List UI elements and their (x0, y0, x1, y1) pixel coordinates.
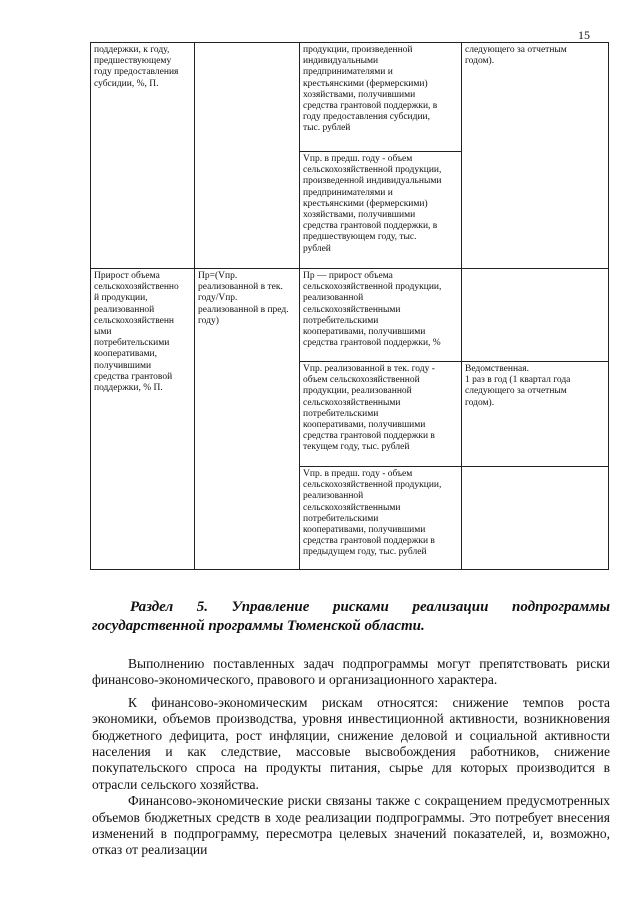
cell-text: Vпр. в предш. году - объем сельскохозяйственной продукции, реализованной сельскохозяйственными потребительскими кооперативами, получившими средства грантовой поддержки в предыдущем году, тыс. рублей (303, 469, 442, 558)
table-cell-source (462, 269, 609, 362)
table-cell-definition (300, 152, 462, 269)
table-cell-indicator (91, 43, 195, 269)
table-cell-source (462, 467, 609, 570)
cell-text: поддержки, к году, предшествующему году предоставления субсидии, %, П. (94, 45, 179, 89)
table-cell-formula (195, 269, 300, 570)
table-cell-definition (300, 362, 462, 467)
table-cell-definition (300, 43, 462, 152)
heading-word: рисками (333, 599, 389, 615)
heading-word: 5. (196, 599, 209, 615)
paragraph: Выполнению поставленных задач подпрограммы могут препятствовать риски финансово-экономического, правового и организационного характера. (92, 656, 610, 688)
section-heading-line1 (92, 598, 610, 617)
indicators-table (90, 42, 609, 570)
cell-text: Прирост объема сельскохозяйственно й продукции, реализованной сельскохозяйственн ыми потребительскими кооперативами, получившими средства грантовой поддержки, % П. (94, 271, 179, 394)
table-cell-definition (300, 467, 462, 570)
table-cell-source (462, 43, 609, 269)
cell-text: продукции, произведенной индивидуальными предпринимателями и крестьянскими (фермерскими) хозяйствами, получившими средства грантовой поддержки, в году предоставления субсидии, тыс. рублей (303, 45, 438, 134)
table-row (91, 43, 609, 152)
heading-word: подпрограммы (512, 599, 610, 615)
heading-word: Управление (231, 599, 310, 615)
cell-text: Пр=(Vпр. реализованной в тек. году/Vпр. реализованной в пред. году) (198, 271, 289, 326)
table-row (91, 269, 609, 362)
heading-word: Раздел (130, 599, 174, 615)
table-cell-formula (195, 43, 300, 269)
section-heading-line2: государственной программы Тюменской области. (92, 618, 425, 634)
table-cell-source (462, 362, 609, 467)
cell-text: Vпр. в предш. году - объем сельскохозяйственной продукции, произведенной индивидуальными предпринимателями и крестьянскими (фермерскими) хозяйствами, получившими средства грантовой поддержки, в предшествующем году, тыс. рублей (303, 154, 442, 254)
cell-text: Ведомственная. 1 раз в год (1 квартал года следующего за отчетным годом). (465, 364, 571, 408)
page-number: 15 (578, 28, 590, 42)
body-text (92, 656, 610, 865)
heading-word: реализации (412, 599, 489, 615)
paragraph: К финансово-экономическим рискам относятся: снижение темпов роста экономики, объемов производства, уровня инвестиционной активности, возникновения бюджетного дефицита, рост инфляции, снижение деловой и социальной активности населения и как следствие, массовые высвобождения работников, снижение покупательского спроса на продукты питания, сырье для которых производится в отрасли сельского хозяйства. (92, 694, 610, 792)
paragraph: Финансово-экономические риски связаны также с сокращением предусмотренных объемов бюджетных средств в ходе реализации подпрограммы. Это потребует внесения изменений в подпрограмму, пересмотра целевых значений показателей, и, возможно, отказ от реализации (92, 793, 610, 858)
table-cell-indicator (91, 269, 195, 570)
cell-text: следующего за отчетным годом). (465, 45, 567, 67)
section-heading (92, 598, 610, 636)
cell-text: Пр — прирост объема сельскохозяйственной продукции, реализованной сельскохозяйственными потребительскими кооперативами, получившими средства грантовой поддержки, % (303, 271, 442, 349)
table-cell-definition (300, 269, 462, 362)
cell-text: Vпр. реализованной в тек. году - объем сельскохозяйственной продукции, реализованной сельскохозяйственными потребительскими кооперативами, получившими средства грантовой поддержки в текущем году, тыс. рублей (303, 364, 435, 453)
